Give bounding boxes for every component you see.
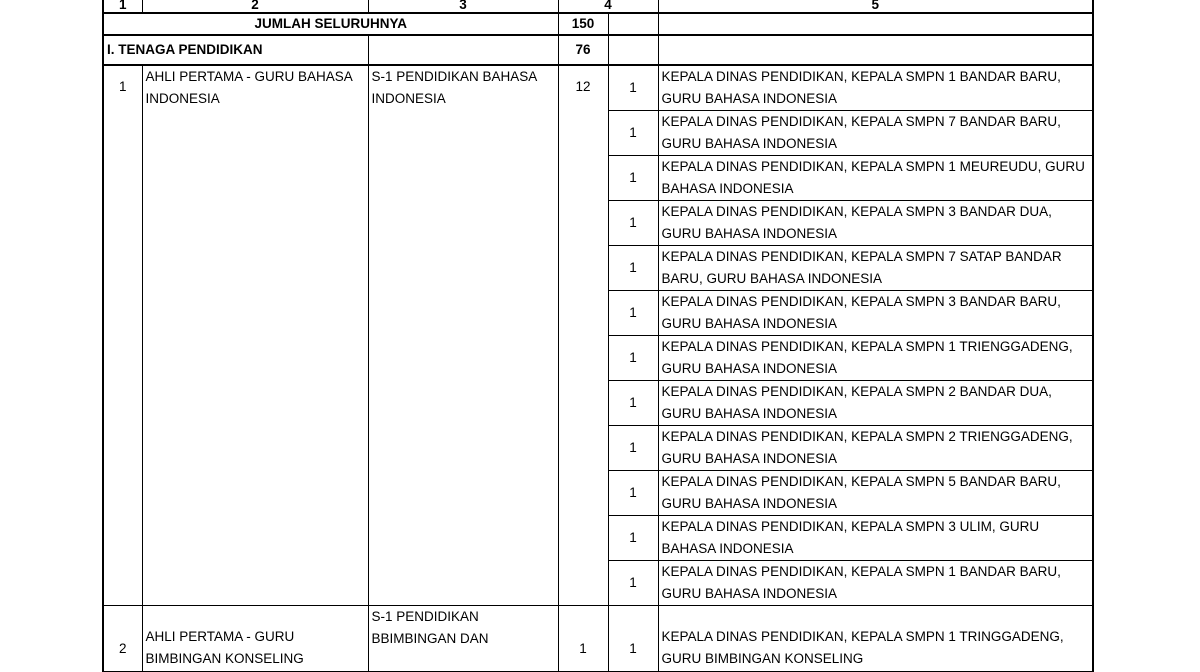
position-2-jabatan: AHLI PERTAMA - GURU BIMBINGAN KONSELING [145,629,304,666]
position-2-number: 2 [103,606,142,672]
position-1-number-text: 1 [118,79,127,94]
placement-unit: KEPALA DINAS PENDIDIKAN, KEPALA SMPN 2 BANDAR DUA, GURU BAHASA INDONESIA [658,381,1093,426]
position-2-kualifikasi-cell [368,606,558,672]
section-empty-cell-2 [608,35,658,65]
placement-count: 1 [608,336,658,381]
column-number-row [103,0,1093,13]
col-header-1: 1 [103,0,142,13]
position-1-jumlah: 12 [575,79,591,94]
placement-unit: KEPALA DINAS PENDIDIKAN, KEPALA SMPN 3 BANDAR DUA, GURU BAHASA INDONESIA [658,201,1093,246]
section-label: I. TENAGA PENDIDIKAN [103,35,368,65]
total-value: 150 [558,13,608,35]
position-2-kualifikasi: S-1 PENDIDIKAN BBIMBINGAN DAN [371,609,489,646]
position-1-jumlah-cell [558,65,608,606]
total-empty-cell [608,13,658,35]
placement-count: 1 [608,291,658,336]
placement-unit: KEPALA DINAS PENDIDIKAN, KEPALA SMPN 3 BANDAR BARU, GURU BAHASA INDONESIA [658,291,1093,336]
total-label: JUMLAH SELURUHNYA [103,13,558,35]
placement-count: 1 [608,471,658,516]
placement-unit: KEPALA DINAS PENDIDIKAN, KEPALA SMPN 7 BANDAR BARU, GURU BAHASA INDONESIA [658,111,1093,156]
placement-count: 1 [608,561,658,606]
total-row [103,13,1093,35]
col-header-4: 4 [558,0,658,13]
placement-unit: KEPALA DINAS PENDIDIKAN, KEPALA SMPN 2 TRIENGGADENG, GURU BAHASA INDONESIA [658,426,1093,471]
placement-count: 1 [608,156,658,201]
section-value: 76 [558,35,608,65]
placement-count: 1 [608,201,658,246]
section-empty-cell [368,35,558,65]
placement-count: 1 [608,111,658,156]
section-row [103,35,1093,65]
placement-count: 1 [608,426,658,471]
col-header-5: 5 [658,0,1093,13]
position-1-jabatan-cell [142,65,368,606]
position-1-jabatan: AHLI PERTAMA - GURU BAHASA INDONESIA [145,69,353,106]
placement-unit: KEPALA DINAS PENDIDIKAN, KEPALA SMPN 3 ULIM, GURU BAHASA INDONESIA [658,516,1093,561]
position-1-kualifikasi-cell [368,65,558,606]
placement-unit: KEPALA DINAS PENDIDIKAN, KEPALA SMPN 1 TRINGGADENG, GURU BIMBINGAN KONSELING [661,629,1064,666]
formation-table [102,0,1094,672]
position-2-jumlah: 1 [558,606,608,672]
total-empty-cell-2 [658,13,1093,35]
placement-count: 1 [608,246,658,291]
placement-count: 1 [608,516,658,561]
placement-unit: KEPALA DINAS PENDIDIKAN, KEPALA SMPN 1 BANDAR BARU, GURU BAHASA INDONESIA [658,65,1093,111]
col-header-3: 3 [368,0,558,13]
placement-unit: KEPALA DINAS PENDIDIKAN, KEPALA SMPN 7 SATAP BANDAR BARU, GURU BAHASA INDONESIA [658,246,1093,291]
position-1-number [103,65,142,606]
placement-unit: KEPALA DINAS PENDIDIKAN, KEPALA SMPN 1 TRIENGGADENG, GURU BAHASA INDONESIA [658,336,1093,381]
placement-count: 1 [608,381,658,426]
placement-count: 1 [608,65,658,111]
position-2-jabatan-cell [142,606,368,672]
position-1-kualifikasi: S-1 PENDIDIKAN BAHASA INDONESIA [371,69,537,106]
position-2-row [103,606,1093,672]
formation-table-sheet [102,0,1094,672]
placement-unit-cell [658,606,1093,672]
placement-count: 1 [608,606,658,672]
section-empty-cell-3 [658,35,1093,65]
position-1-row [103,65,1093,111]
placement-unit: KEPALA DINAS PENDIDIKAN, KEPALA SMPN 5 BANDAR BARU, GURU BAHASA INDONESIA [658,471,1093,516]
placement-unit: KEPALA DINAS PENDIDIKAN, KEPALA SMPN 1 BANDAR BARU, GURU BAHASA INDONESIA [658,561,1093,606]
placement-unit: KEPALA DINAS PENDIDIKAN, KEPALA SMPN 1 MEUREUDU, GURU BAHASA INDONESIA [658,156,1093,201]
col-header-2: 2 [142,0,368,13]
